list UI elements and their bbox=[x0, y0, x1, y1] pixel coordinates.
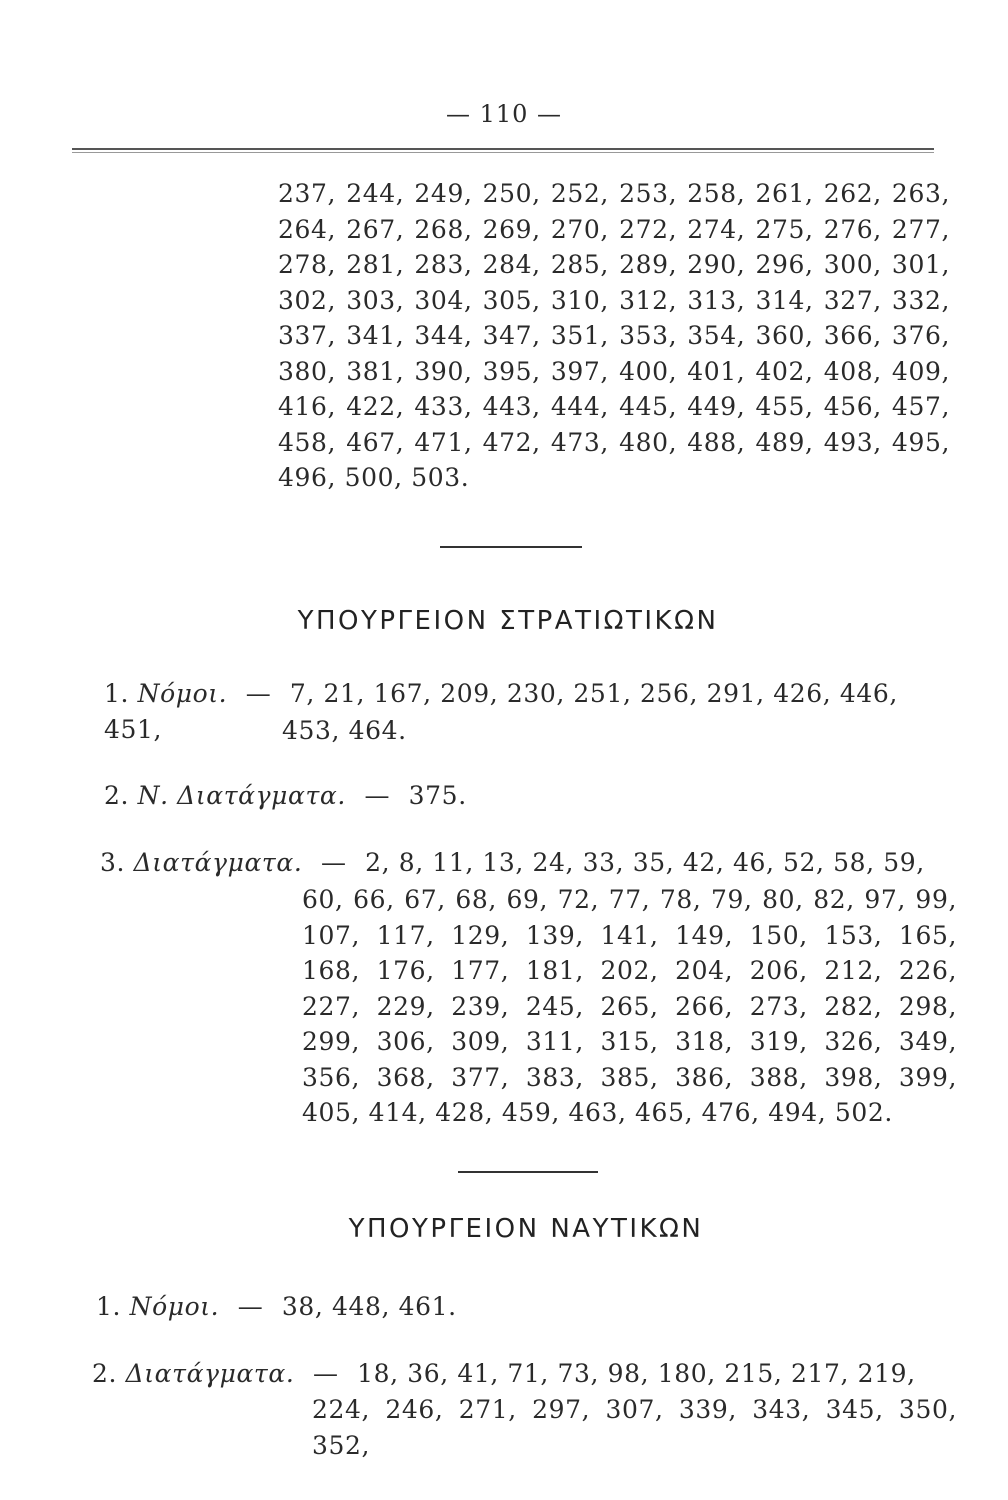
entry-naval-decrees bbox=[92, 1356, 962, 1392]
entry-label: Διατάγματα. bbox=[125, 1359, 295, 1388]
section-separator bbox=[458, 1171, 598, 1173]
entry-dash: — bbox=[312, 1359, 339, 1388]
entry-label: Νόμοι. bbox=[129, 1292, 220, 1321]
entry-naval-decrees-continuation: 224, 246, 271, 297, 307, 339, 343, 345, 350, 352, bbox=[312, 1395, 957, 1460]
page-number: — 110 — bbox=[445, 100, 563, 128]
entry-number: 3. bbox=[100, 848, 126, 877]
entry-label: Διατάγματα. bbox=[133, 848, 303, 877]
entry-number: 1. bbox=[96, 1292, 122, 1321]
entry-number: 2. bbox=[104, 781, 130, 810]
entry-military-laws-continuation: 453, 464. bbox=[282, 716, 407, 745]
header-rule-thin bbox=[72, 152, 934, 153]
entry-dash: — bbox=[237, 1292, 264, 1321]
entry-military-decrees-continuation: 60, 66, 67, 68, 69, 72, 77, 78, 79, 80, 82, 97, 99, 107, 117, 129, 139, 141, 149, 150, 153, 165, 168, 176, 177, 181, 202, 204, 206, 212, 226, 227, 229, 239, 245, 265, 266, 273, 282, 298, 299, 306, 309, 311, 315, 318, 319, 326, 349, 356, 368, 377, 383, 385, 386, 388, 398, 399, 405, 414, 428, 459, 463, 465, 476, 494, 502. bbox=[302, 885, 957, 1127]
continued-number-list: 237, 244, 249, 250, 252, 253, 258, 261, 262, 263, 264, 267, 268, 269, 270, 272, 274, 275, 276, 277, 278, 281, 283, 284, 285, 289, 290, 296, 300, 301, 302, 303, 304, 305, 310, 312, 313, 314, 327, 332, 337, 341, 344, 347, 351, 353, 354, 360, 366, 376, 380, 381, 390, 395, 397, 400, 401, 402, 408, 409, 416, 422, 433, 443, 444, 445, 449, 455, 456, 457, 458, 467, 471, 472, 473, 480, 488, 489, 493, 495, 496, 500, 503. bbox=[278, 179, 950, 492]
entry-military-decree-laws bbox=[104, 778, 954, 814]
entry-dash: — bbox=[364, 781, 391, 810]
entry-numbers-first-line: 7, 21, 167, 209, 230, 251, 256, 291, 426, 446, 451, bbox=[104, 679, 898, 744]
header-rule bbox=[72, 148, 934, 150]
entry-dash: — bbox=[320, 848, 347, 877]
entry-numbers-first-line: 2, 8, 11, 13, 24, 33, 35, 42, 46, 52, 58, 59, bbox=[365, 848, 925, 877]
section-heading-military: ΥΠΟΥΡΓΕΙΟΝ ΣΤΡΑΤΙΩΤΙΚΩΝ bbox=[297, 606, 719, 636]
entry-numbers-first-line: 38, 448, 461. bbox=[281, 1292, 457, 1321]
entry-dash: — bbox=[245, 679, 272, 708]
section-separator bbox=[440, 546, 582, 548]
section-heading-naval: ΥΠΟΥΡΓΕΙΟΝ ΝΑΥΤΙΚΩΝ bbox=[348, 1214, 704, 1244]
entry-military-decrees bbox=[100, 845, 960, 881]
entry-label: Νόμοι. bbox=[137, 679, 228, 708]
entry-number: 2. bbox=[92, 1359, 118, 1388]
entry-numbers-first-line: 375. bbox=[408, 781, 467, 810]
entry-numbers-first-line: 18, 36, 41, 71, 73, 98, 180, 215, 217, 219, bbox=[357, 1359, 916, 1388]
entry-number: 1. bbox=[104, 679, 130, 708]
entry-label: Ν. Διατάγματα. bbox=[137, 781, 346, 810]
entry-naval-laws bbox=[96, 1289, 956, 1325]
